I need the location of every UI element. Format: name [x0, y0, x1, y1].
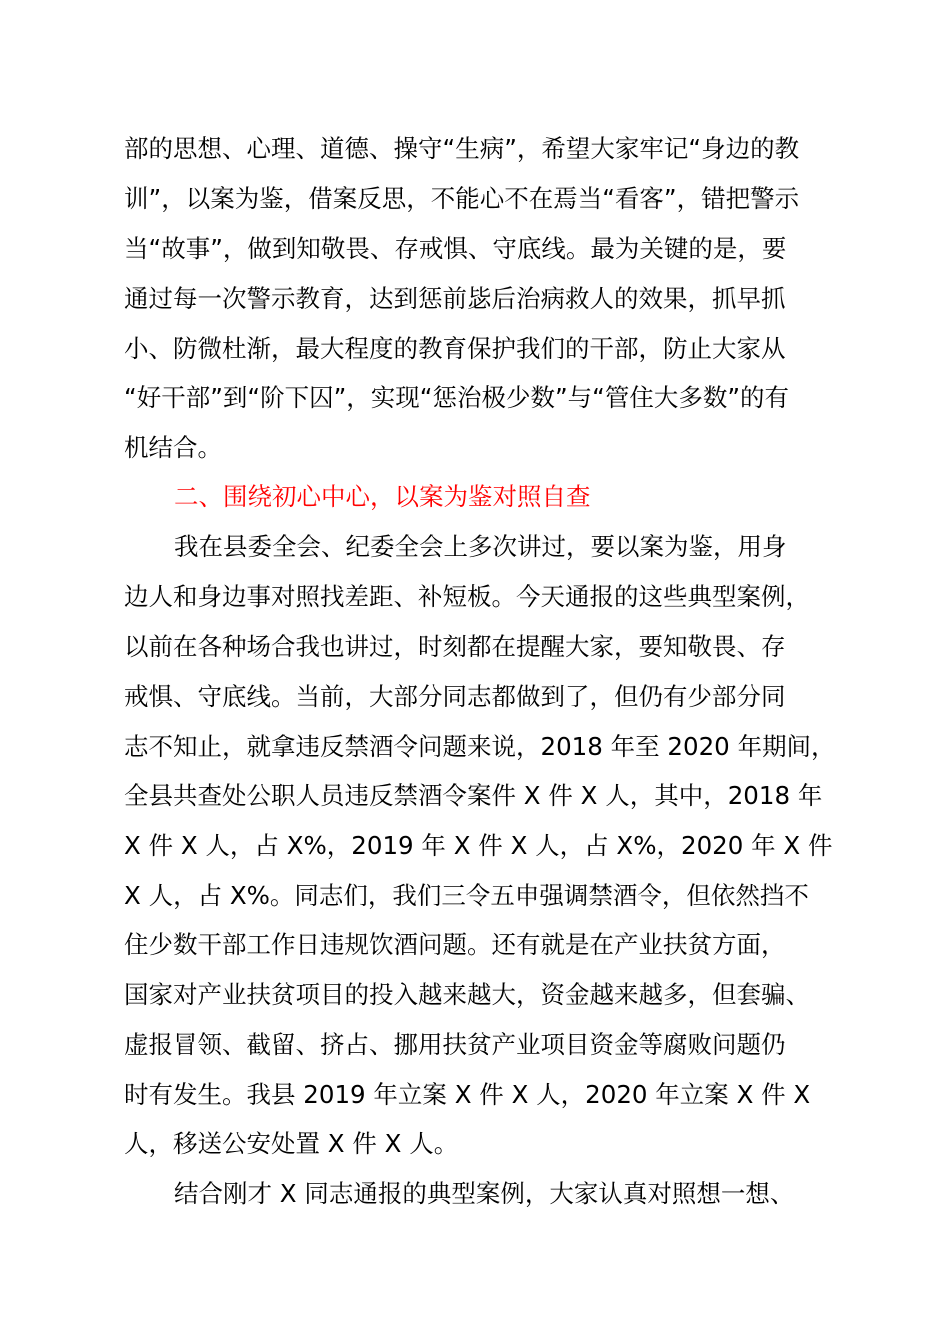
paragraph-2-line: X 人，占 X%。同志们，我们三令五申强调禁酒令，但依然挡不 — [124, 881, 809, 910]
section-heading: 二、围绕初心中心，以案为鉴对照自查 — [174, 482, 591, 511]
paragraph-2-line: 全县共查处公职人员违反禁酒令案件 X 件 X 人，其中，2018 年 — [124, 781, 823, 810]
paragraph-2-line: 虚报冒领、截留、挤占、挪用扶贫产业项目资金等腐败问题仍 — [124, 1030, 786, 1059]
paragraph-1-line: 机结合。 — [124, 433, 222, 462]
paragraph-2-line: 以前在各种场合我也讲过，时刻都在提醒大家，要知敬畏、存 — [124, 632, 786, 661]
paragraph-1-line: 当“故事”，做到知敬畏、存戒惧、守底线。最为关键的是，要 — [124, 234, 787, 263]
paragraph-1-line: “好干部”到“阶下囚”，实现“惩治极少数”与“管住大多数”的有 — [124, 383, 790, 412]
paragraph-2-line: 住少数干部工作日违规饮酒问题。还有就是在产业扶贫方面， — [124, 930, 786, 959]
paragraph-2-line: X 件 X 人，占 X%，2019 年 X 件 X 人，占 X%，2020 年 X 件 — [124, 831, 833, 860]
paragraph-2-line: 志不知止，就拿违反禁酒令问题来说，2018 年至 2020 年期间， — [124, 732, 836, 761]
paragraph-2-line: 时有发生。我县 2019 年立案 X 件 X 人，2020 年立案 X 件 X — [124, 1080, 811, 1109]
paragraph-2-line: 国家对产业扶贫项目的投入越来越大，资金越来越多，但套骗、 — [124, 980, 810, 1009]
paragraph-2-line: 边人和身边事对照找差距、补短板。今天通报的这些典型案例， — [124, 582, 810, 611]
paragraph-1-line: 小、防微杜渐，最大程度的教育保护我们的干部，防止大家从 — [124, 334, 786, 363]
paragraph-1-line: 通过每一次警示教育，达到惩前毖后治病救人的效果，抓早抓 — [124, 284, 786, 313]
paragraph-3-line: 结合刚才 X 同志通报的典型案例，大家认真对照想一想、 — [174, 1179, 795, 1208]
paragraph-1-line: 训”，以案为鉴，借案反思，不能心不在焉当“看客”，错把警示 — [124, 184, 800, 213]
paragraph-2-line: 我在县委全会、纪委全会上多次讲过，要以案为鉴，用身 — [174, 532, 787, 561]
paragraph-2-line: 人，移送公安处置 X 件 X 人。 — [124, 1129, 459, 1158]
paragraph-2-line: 戒惧、守底线。当前，大部分同志都做到了，但仍有少部分同 — [124, 682, 786, 711]
paragraph-1-line: 部的思想、心理、道德、操守“生病”，希望大家牢记“身边的教 — [124, 134, 800, 163]
